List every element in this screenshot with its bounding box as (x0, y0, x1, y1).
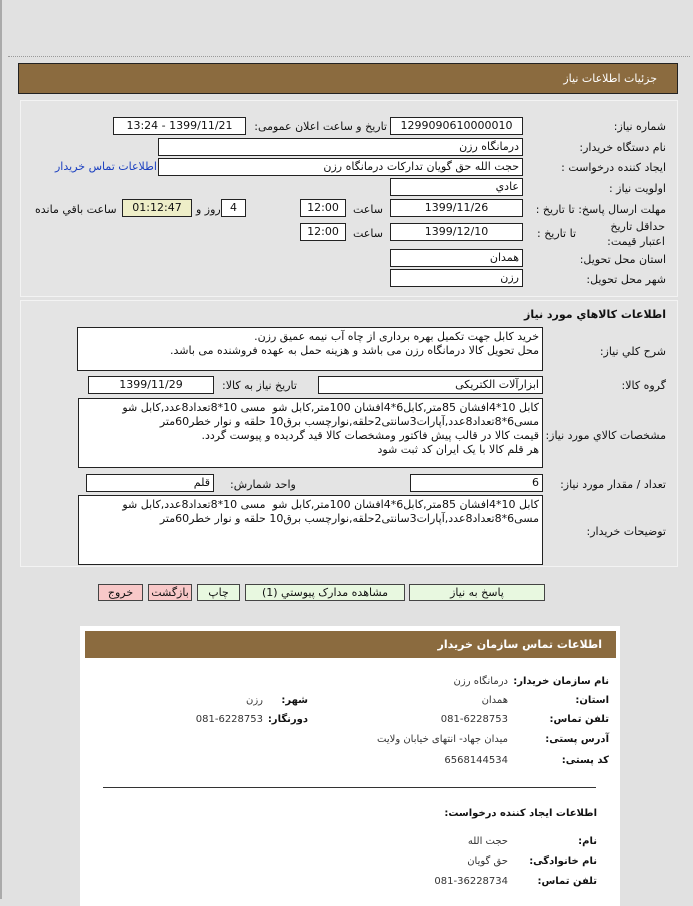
validity-time-label: ساعت (353, 227, 383, 240)
notes-textarea[interactable]: کابل 10*4افشان 85متر,کابل6*4افشان 100متر,کابل شو مسی 10*8تعداد8عدد,کابل شو مسی6*8تعداد8عدد,آپارات3سانتی2حلقه,نوارچسب برق10 حلقه و نوار خطر60متر (78, 495, 543, 565)
deadline-time-field: 12:00 (300, 199, 346, 217)
creator-field: حجت الله حق گویان تدارکات درمانگاه رزن (158, 158, 523, 176)
city-field: رزن (390, 269, 523, 287)
unit-label: واحد شمارش: (230, 478, 296, 491)
unit-field: قلم (86, 474, 214, 492)
qty-label: تعداد / مقدار مورد نیاز: (560, 478, 666, 491)
group-label: گروه کالا: (621, 379, 666, 392)
deadline-date-field: 1399/11/26 (390, 199, 523, 217)
deadline-time-label: ساعت (353, 203, 383, 216)
city-value: رزن (245, 695, 263, 706)
name-label: نام: (578, 836, 597, 847)
phone-value: 081-6228753 (440, 714, 508, 725)
creator-label: ایجاد کننده درخواست : (561, 161, 666, 174)
province-field: همدان (390, 249, 523, 267)
qty-field: 6 (410, 474, 543, 492)
page-title: جزئیات اطلاعات نیاز (563, 72, 657, 85)
creator-info-title: اطلاعات ایجاد کننده درخواست: (444, 808, 597, 819)
remaining-time-field: 01:12:47 (122, 199, 192, 217)
validity-time-field: 12:00 (300, 223, 346, 241)
need-date-field: 1399/11/29 (88, 376, 214, 394)
print-button[interactable]: چاپ (197, 584, 240, 601)
group-field: ابزارآلات الکتریکی (318, 376, 543, 394)
announce-label: تاریخ و ساعت اعلان عمومی: (254, 120, 387, 133)
phone-label: تلفن تماس: (549, 714, 609, 725)
contact-title: اطلاعات تماس سازمان خریدار (437, 638, 602, 651)
creator-phone-value: 081-36228734 (434, 876, 508, 887)
org-value: درمانگاه رزن (453, 676, 508, 687)
specs-label: مشخصات کالاي مورد نياز: (545, 429, 666, 442)
validity-date-field: 1399/12/10 (390, 223, 523, 241)
need-number-label: شماره نیاز: (613, 120, 666, 133)
address-label: آدرس پستی: (545, 734, 609, 745)
name-value: حجت الله (467, 836, 508, 847)
divider (8, 56, 690, 57)
exit-button[interactable]: خروج (98, 584, 143, 601)
city-label: شهر: (281, 695, 308, 706)
attachments-button[interactable]: مشاهده مدارک پیوستي (1) (245, 584, 405, 601)
validity-to-label: تا تاریخ : (537, 227, 576, 240)
fax-label: دورنگار: (267, 714, 308, 725)
need-date-label: تاریخ نیاز به کالا: (222, 379, 297, 392)
deadline-label: مهلت ارسال پاسخ: تا تاریخ : (535, 203, 666, 216)
days-field: 4 (221, 199, 246, 217)
desc-textarea[interactable]: خرید کابل جهت تکمیل بهره برداری از چاه آب نیمه عمیق رزن. محل تحویل کالا درمانگاه رزن می باشد و هزینه حمل به عهده فروشنده می باشد. (77, 327, 543, 371)
creator-phone-label: تلفن تماس: (537, 876, 597, 887)
postal-value: 6568144534 (444, 755, 508, 766)
back-button[interactable]: بازگشت (148, 584, 192, 601)
need-number-field: 1299090610000010 (390, 117, 523, 135)
notes-label: توضیحات خریدار: (586, 525, 666, 538)
fax-value: 081-6228753 (195, 714, 263, 725)
org-label: نام سازمان خریدار: (513, 676, 609, 687)
left-border (0, 0, 2, 899)
address-value: میدان جهاد- انتهای خیابان ولایت (377, 734, 508, 745)
days-label: روز و (196, 203, 221, 216)
priority-field: عادي (390, 178, 523, 196)
goods-title: اطلاعات کالاهاي مورد نياز (524, 308, 666, 321)
announce-field: 1399/11/21 - 13:24 (113, 117, 246, 135)
buyer-label: نام دستگاه خریدار: (579, 141, 666, 154)
contact-info-link[interactable]: اطلاعات تماس خریدار (55, 160, 157, 173)
province-value: همدان (481, 695, 508, 706)
family-label: نام خانوادگی: (529, 856, 597, 867)
contact-divider (103, 787, 596, 788)
validity-label: حداقل تاریخ اعتبار قیمت: (607, 220, 665, 248)
reply-button[interactable]: پاسخ به نیاز (409, 584, 545, 601)
contact-header (85, 631, 616, 658)
buyer-field: درمانگاه رزن (158, 138, 523, 156)
page-header (18, 63, 678, 94)
desc-label: شرح کلي نياز: (599, 345, 666, 358)
remaining-label: ساعت باقي مانده (35, 203, 117, 216)
postal-label: کد پستی: (561, 755, 609, 766)
province-label: استان: (575, 695, 609, 706)
specs-textarea[interactable]: کابل 10*4افشان 85متر,کابل6*4افشان 100متر,کابل شو مسی 10*8تعداد8عدد,کابل شو مسی6*8تعداد8عدد,آپارات3سانتی2حلقه,نوارچسب برق10 حلقه و نوار خطر60متر قیمت کالا در قالب پیش فاکتور ومشخصات کالا قید گردیده و پیوست گردد. هر قلم کالا با یک ایران کد ثبت شود (78, 398, 543, 468)
city-label: شهر محل تحویل: (586, 273, 666, 286)
province-label: استان محل تحویل: (579, 253, 666, 266)
priority-label: اولویت نیاز : (608, 182, 666, 195)
family-value: حق گویان (467, 856, 508, 867)
